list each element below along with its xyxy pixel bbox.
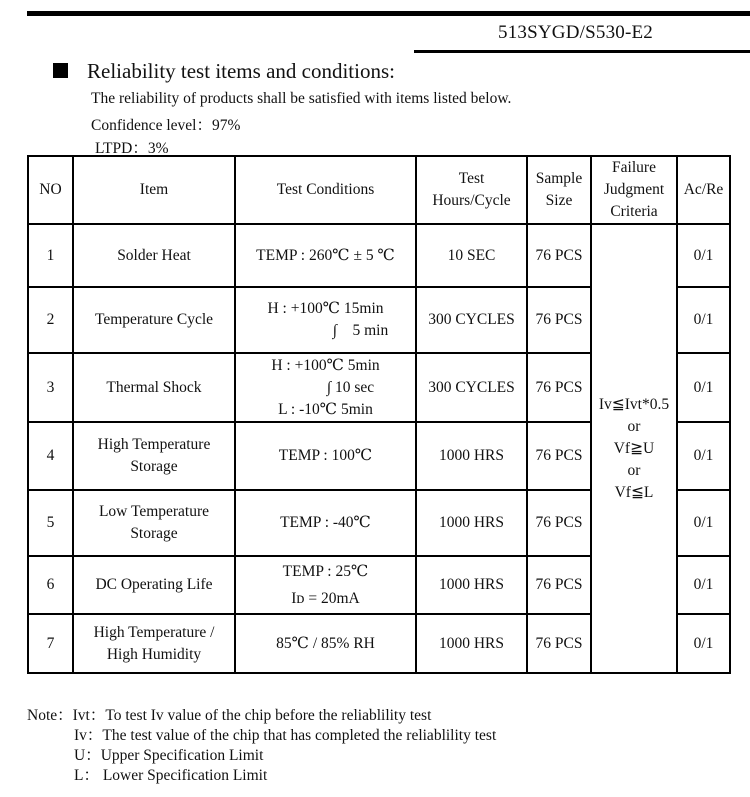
row-hours: 300 CYCLES bbox=[416, 287, 527, 353]
row-no: 7 bbox=[28, 614, 73, 673]
note-line bbox=[27, 726, 496, 746]
header-hours-line: Hours/Cycle bbox=[432, 192, 511, 209]
note-line bbox=[27, 766, 496, 786]
row-conditions bbox=[235, 556, 416, 614]
condition-line: TEMP : 100℃ bbox=[278, 447, 373, 464]
reliability-table bbox=[27, 155, 731, 674]
criteria-line: Iv≦Ivt*0.5 bbox=[598, 395, 670, 413]
row-no: 2 bbox=[28, 287, 73, 353]
note-text: Iv：The test value of the chip that has completed the reliablility test bbox=[74, 727, 497, 744]
row-item bbox=[73, 422, 235, 490]
row-sample: 76 PCS bbox=[527, 614, 591, 673]
item-line: High Humidity bbox=[106, 645, 202, 663]
row-conditions bbox=[235, 614, 416, 673]
note-line bbox=[27, 746, 496, 766]
row-hours: 1000 HRS bbox=[416, 614, 527, 673]
note-text: L： Lower Specification Limit bbox=[74, 767, 268, 784]
row-item bbox=[73, 614, 235, 673]
row-conditions bbox=[235, 490, 416, 556]
row-conditions bbox=[235, 353, 416, 422]
row-acre: 0/1 bbox=[677, 224, 730, 287]
row-no: 4 bbox=[28, 422, 73, 490]
item-line: Storage bbox=[130, 458, 178, 475]
row-sample: 76 PCS bbox=[527, 287, 591, 353]
item-line: Low Temperature bbox=[98, 503, 210, 520]
header-hours bbox=[416, 156, 527, 224]
row-acre: 0/1 bbox=[677, 556, 730, 614]
row-sample: 76 PCS bbox=[527, 556, 591, 614]
intro-text: The reliability of products shall be satisfied with items listed below. bbox=[91, 90, 512, 107]
header-acre: Ac/Re bbox=[677, 156, 730, 224]
row-acre: 0/1 bbox=[677, 614, 730, 673]
row-no: 3 bbox=[28, 353, 73, 422]
condition-line: TEMP : -40℃ bbox=[280, 514, 371, 531]
header-criteria bbox=[591, 156, 677, 224]
confidence-level: Confidence level：97% bbox=[91, 117, 241, 134]
row-hours: 10 SEC bbox=[416, 224, 527, 287]
row-sample: 76 PCS bbox=[527, 353, 591, 422]
item-line: High Temperature bbox=[97, 436, 211, 453]
row-item bbox=[73, 490, 235, 556]
header-criteria-line: Failure bbox=[612, 159, 656, 176]
row-conditions bbox=[235, 224, 416, 287]
row-item bbox=[73, 224, 235, 287]
item-line: High Temperature / bbox=[93, 623, 215, 641]
row-conditions bbox=[235, 287, 416, 353]
ltpd: LTPD：3% bbox=[95, 140, 169, 157]
row-hours: 1000 HRS bbox=[416, 422, 527, 490]
note-text: U：Upper Specification Limit bbox=[74, 747, 264, 764]
condition-line: TEMP : 25℃ bbox=[282, 562, 369, 580]
row-conditions bbox=[235, 422, 416, 490]
row-item bbox=[73, 556, 235, 614]
item-line: Temperature Cycle bbox=[94, 311, 214, 328]
criteria-line: Vf≦L bbox=[614, 483, 654, 501]
criteria-line: Vf≧U bbox=[613, 439, 655, 457]
table-row bbox=[28, 224, 730, 287]
header-sample-line: Sample bbox=[535, 170, 583, 187]
criteria-line: or bbox=[627, 461, 641, 479]
condition-line: L : -10℃ 5min bbox=[278, 400, 373, 418]
row-acre: 0/1 bbox=[677, 287, 730, 353]
item-line: DC Operating Life bbox=[95, 576, 213, 593]
header-sample bbox=[527, 156, 591, 224]
section-title: Reliability test items and conditions: bbox=[87, 59, 395, 83]
condition-line: H : +100℃ 5min bbox=[271, 356, 380, 374]
table-header-row bbox=[28, 156, 730, 224]
criteria-line: or bbox=[627, 417, 641, 435]
row-no: 6 bbox=[28, 556, 73, 614]
header-hours-line: Test bbox=[458, 170, 485, 187]
condition-line: ∫ 5 min bbox=[332, 322, 389, 339]
condition-line: ∫ 10 sec bbox=[326, 378, 375, 396]
condition-line: TEMP : 260℃ ± 5 ℃ bbox=[256, 246, 395, 264]
part-number: 513SYGD/S530-E2 bbox=[498, 22, 654, 43]
top-rule bbox=[27, 11, 750, 16]
row-item bbox=[73, 287, 235, 353]
note-prefix: Note： bbox=[27, 707, 73, 724]
failure-criteria-cell bbox=[591, 224, 677, 673]
square-bullet-icon bbox=[53, 63, 68, 78]
header-no: NO bbox=[28, 156, 73, 224]
note-line bbox=[27, 706, 496, 726]
row-hours: 300 CYCLES bbox=[416, 353, 527, 422]
item-line: Thermal Shock bbox=[106, 378, 202, 396]
item-line: Storage bbox=[130, 525, 178, 542]
header-conditions: Test Conditions bbox=[235, 156, 416, 224]
condition-line: H : +100℃ 15min bbox=[267, 300, 384, 317]
part-number-rule bbox=[414, 50, 750, 53]
header-criteria-line: Judgment bbox=[603, 181, 665, 198]
row-sample: 76 PCS bbox=[527, 422, 591, 490]
row-no: 1 bbox=[28, 224, 73, 287]
row-acre: 0/1 bbox=[677, 353, 730, 422]
item-line: Solder Heat bbox=[117, 246, 191, 264]
header-criteria-line: Criteria bbox=[610, 203, 658, 220]
header-sample-line: Size bbox=[545, 192, 573, 209]
row-sample: 76 PCS bbox=[527, 490, 591, 556]
condition-line: Iᴅ = 20mA bbox=[291, 589, 360, 607]
row-acre: 0/1 bbox=[677, 490, 730, 556]
header-item: Item bbox=[73, 156, 235, 224]
row-no: 5 bbox=[28, 490, 73, 556]
row-sample: 76 PCS bbox=[527, 224, 591, 287]
row-hours: 1000 HRS bbox=[416, 556, 527, 614]
row-acre: 0/1 bbox=[677, 422, 730, 490]
row-item bbox=[73, 353, 235, 422]
row-hours: 1000 HRS bbox=[416, 490, 527, 556]
note-text: Ivt：To test Iv value of the chip before the reliablility test bbox=[72, 707, 432, 724]
condition-line: 85℃ / 85% RH bbox=[276, 634, 375, 652]
notes bbox=[27, 706, 496, 786]
